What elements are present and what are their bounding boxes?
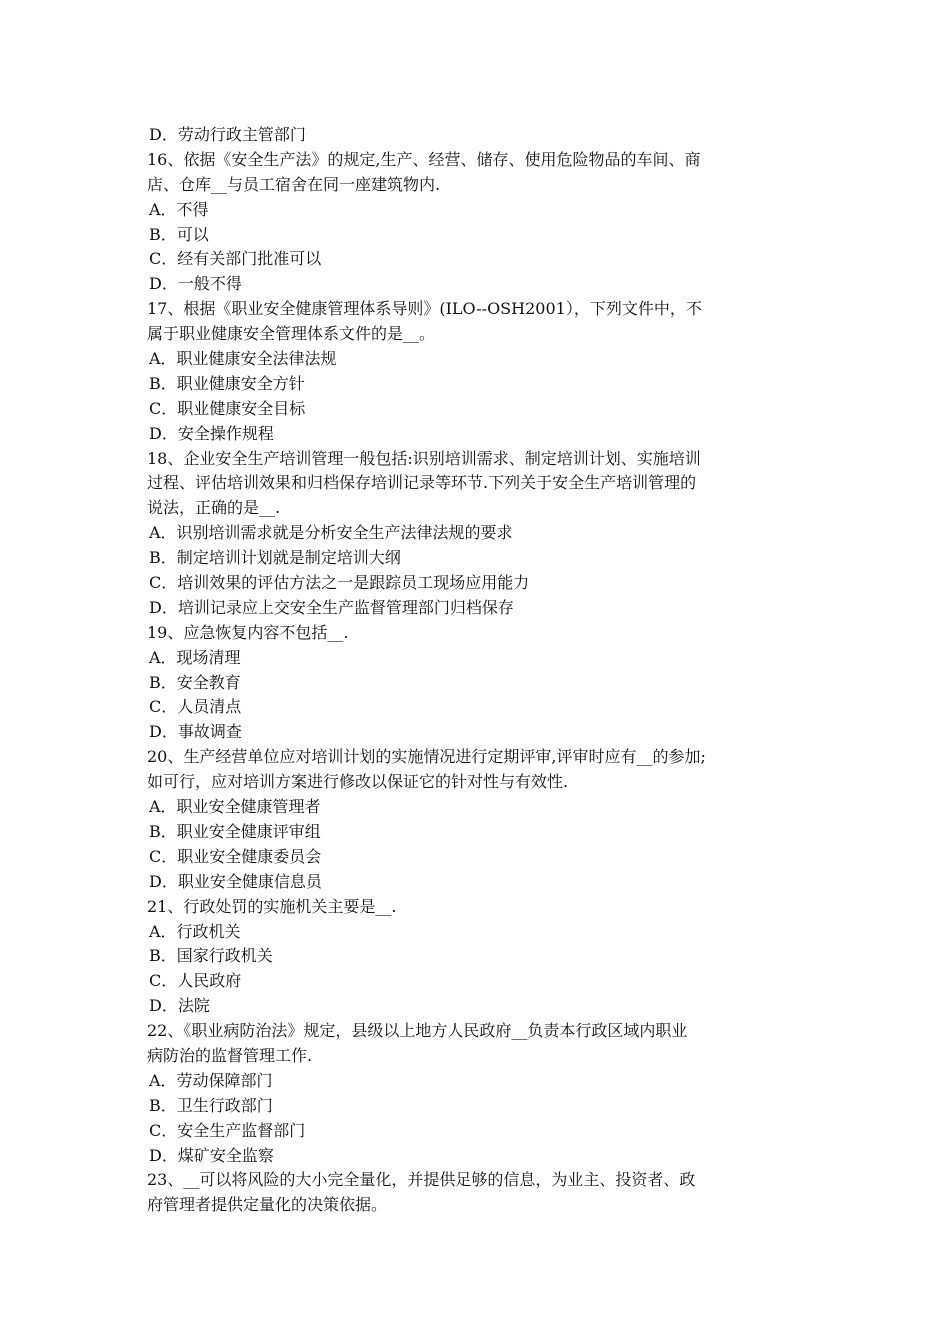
option-line: C．经有关部门批准可以 <box>149 249 322 269</box>
question-line: 22、《职业病防治法》规定，县级以上地方人民政府__负责本行政区域内职业 <box>147 1021 688 1041</box>
option-line: A．识别培训需求就是分析安全生产法律法规的要求 <box>149 523 513 543</box>
question-line: 属于职业健康安全管理体系文件的是__。 <box>147 324 436 344</box>
question-line: 店、仓库__与员工宿舍在同一座建筑物内. <box>147 174 441 194</box>
option-line: B．制定培训计划就是制定培训大纲 <box>149 548 401 568</box>
option-line: D．劳动行政主管部门 <box>149 125 306 144</box>
option-line: A．不得 <box>149 199 209 219</box>
question-line: 16、依据《安全生产法》的规定,生产、经营、储存、使用危险物品的车间、商 <box>147 149 701 169</box>
question-line: 如可行，应对培训方案进行修改以保证它的针对性与有效性. <box>147 772 569 792</box>
option-line: C．职业安全健康委员会 <box>149 846 322 866</box>
question-line: 23、__可以将风险的大小完全量化，并提供足够的信息，为业主、投资者、政 <box>147 1170 696 1190</box>
question-line: 病防治的监督管理工作. <box>147 1045 313 1065</box>
option-line: C．培训效果的评估方法之一是跟踪员工现场应用能力 <box>149 573 530 593</box>
question-line: 府管理者提供定量化的决策依据。 <box>147 1195 388 1215</box>
question-line: 21、行政处罚的实施机关主要是__. <box>147 896 397 916</box>
question-line: 19、应急恢复内容不包括__. <box>147 622 349 642</box>
option-line: C．人民政府 <box>149 971 242 991</box>
option-line: A．职业安全健康管理者 <box>149 797 321 817</box>
option-line: D．法院 <box>149 996 210 1016</box>
option-line: A．行政机关 <box>149 921 241 941</box>
option-line: B．可以 <box>149 224 209 244</box>
option-line: B．职业安全健康评审组 <box>149 821 321 841</box>
option-line: D．培训记录应上交安全生产监督管理部门归档保存 <box>149 597 514 617</box>
question-line: 过程、评估培训效果和归档保存培训记录等环节.下列关于安全生产培训管理的 <box>147 473 697 493</box>
option-line: D．事故调查 <box>149 722 242 742</box>
option-line: B．职业健康安全方针 <box>149 373 305 393</box>
document-page <box>147 123 809 1218</box>
question-line: 说法，正确的是__. <box>147 498 281 518</box>
option-line: C．安全生产监督部门 <box>149 1120 306 1140</box>
question-line: 20、生产经营单位应对培训计划的实施情况进行定期评审,评审时应有__的参加; <box>147 747 706 767</box>
option-line: A．现场清理 <box>149 647 241 667</box>
option-line: B．卫生行政部门 <box>149 1095 273 1115</box>
option-line: C．人员清点 <box>149 697 242 717</box>
option-line: C．职业健康安全目标 <box>149 398 306 418</box>
option-line: B．安全教育 <box>149 672 241 692</box>
option-line: D．煤矿安全监察 <box>149 1145 274 1165</box>
option-line: A．劳动保障部门 <box>149 1070 273 1090</box>
option-line: B．国家行政机关 <box>149 946 273 966</box>
option-line: A．职业健康安全法律法规 <box>149 349 337 369</box>
question-line: 18、企业安全生产培训管理一般包括:识别培训需求、制定培训计划、实施培训 <box>147 448 701 468</box>
question-line: 17、根据《职业安全健康管理体系导则》(ILO--OSH2001），下列文件中，不 <box>147 299 702 319</box>
option-line: D．一般不得 <box>149 274 242 294</box>
option-line: D．安全操作规程 <box>149 423 274 443</box>
option-line: D．职业安全健康信息员 <box>149 871 322 891</box>
